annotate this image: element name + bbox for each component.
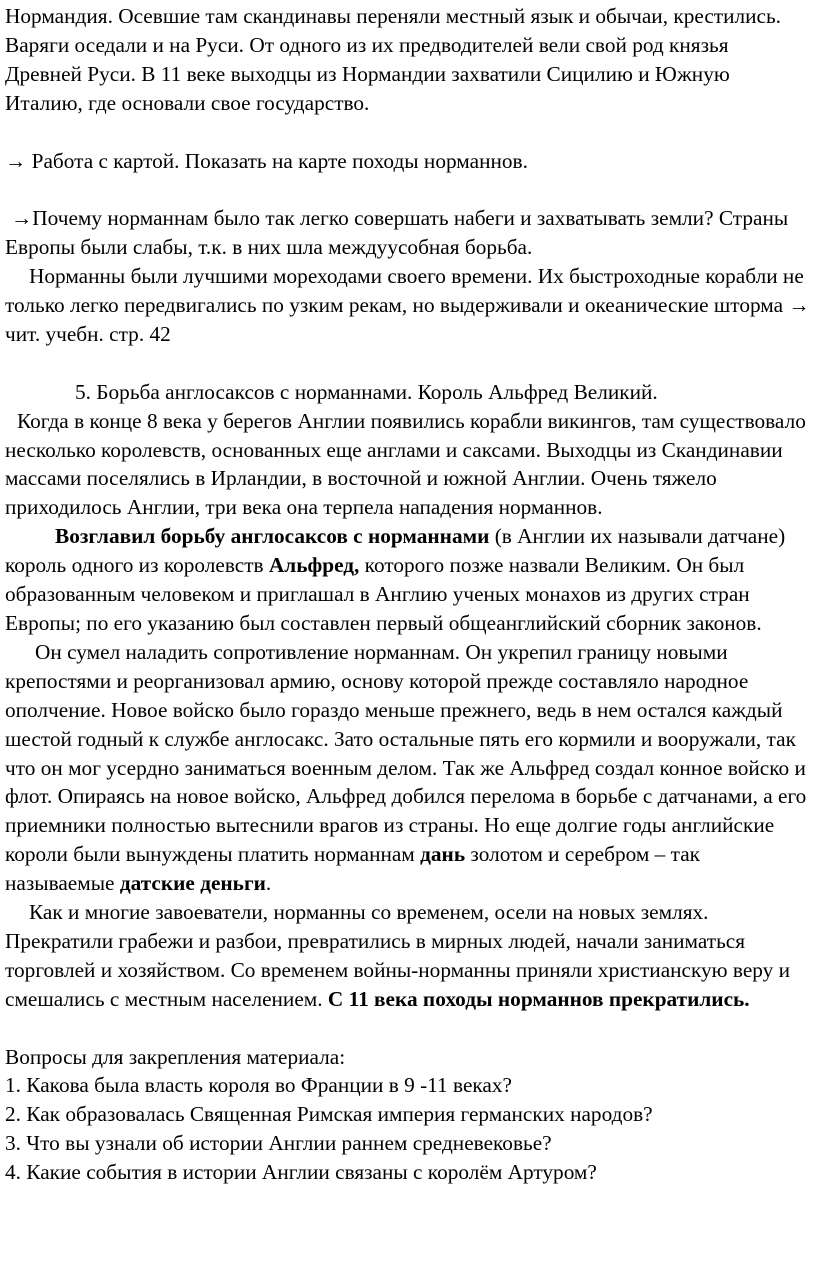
paragraph-settled — [5, 898, 810, 1014]
text-span: Как и многие завоеватели, норманны со временем, осели на новых землях. Прекратили грабежи и разбои, превратились в мирных людей, начали заниматься торговлей и хозяйством. Со временем войны-норманны приняли христианскую веру и смешались с местным населением. — [5, 900, 791, 1011]
text-span: (в Англии их называли датчане) король одного из королевств — [5, 524, 786, 578]
blank-line — [5, 1014, 810, 1043]
text-span: Он сумел наладить сопротивление норманнам. Он укрепил границу новыми крепостями и реорганизовал армию, основу которой прежде составляло народное ополчение. Новое войско было гораздо меньше прежнего, ведь в нем остался каждый шестой годный к службе англосакс. Зато остальные пять его кормили и вооружали, так что он мог усердно заниматься военным делом. Так же Альфред создал конное войско и флот. Опираясь на новое войско, Альфред добился перелома в борьбе с датчанами, а его приемники полностью вытеснили врагов из страны. Но еще долгие годы английские короли были вынуждены платить норманнам — [5, 639, 807, 867]
blank-line — [5, 349, 810, 378]
section-heading: 5. Борьба англосаксов с норманнами. Король Альфред Великий. — [75, 379, 658, 404]
bold-phrase-struggle: Возглавил борьбу англосаксов с норманнами — [55, 524, 490, 549]
paragraph-seafarers: Норманны были лучшими мореходами своего времени. Их быстроходные корабли не только легко передвигались по узким рекам, но выдерживали и океанические шторма → чит. учебн. стр. 42 — [5, 264, 810, 346]
bold-word-tribute: дань — [420, 842, 466, 867]
bold-phrase-alfred: Альфред, — [268, 553, 360, 578]
questions-title: Вопросы для закрепления материала: — [5, 1044, 346, 1069]
paragraph-map-task: → Работа с картой. Показать на карте походы норманнов. — [5, 148, 528, 173]
paragraph-vikings-england: Когда в конце 8 века у берегов Англии появились корабли викингов, там существовало несколько королевств, основанных еще англами и саксами. Выходцы из Скандинавии массами поселялись в Ирландии, в восточной и южной Англии. Очень тяжело приходилось Англии, три века она терпела нападения норманнов. — [5, 408, 806, 520]
blank-line — [5, 175, 810, 204]
text-span: золотом и серебром – так называемые — [5, 842, 700, 896]
text-span: . — [265, 871, 272, 896]
question-item: 1. Какова была власть короля во Франции в 9 -11 веках? — [5, 1073, 512, 1098]
bold-phrase-raids-ended: С 11 века походы норманнов прекратились. — [327, 986, 750, 1011]
text-span: которого позже назвали Великим. Он был образованным человеком и приглашал в Англию ученых монахов из других стран Европы; по его указанию был составлен первый общеанглийский сборник законов. — [5, 553, 762, 635]
paragraph-alfred — [5, 522, 810, 638]
question-item: 4. Какие события в истории Англии связаны с королём Артуром? — [5, 1160, 597, 1185]
paragraph-resistance — [5, 638, 810, 898]
question-item: 3. Что вы узнали об истории Англии раннем средневековье? — [5, 1131, 552, 1156]
blank-line — [5, 118, 810, 147]
paragraph-normandy: Нормандия. Осевшие там скандинавы переняли местный язык и обычаи, крестились. Варяги оседали и на Руси. От одного из их предводителей вели свой род князья Древней Руси. В 11 веке выходцы из Нормандии захватили Сицилию и Южную Италию, где основали свое государство. — [5, 4, 782, 115]
question-item: 2. Как образовалась Священная Римская империя германских народов? — [5, 1102, 653, 1127]
bold-phrase-danegeld: датские деньги — [119, 871, 266, 896]
paragraph-why-raids: →Почему норманнам было так легко совершать набеги и захватывать земли? Страны Европы были слабы, т.к. в них шла междуусобная борьба. — [5, 206, 789, 260]
